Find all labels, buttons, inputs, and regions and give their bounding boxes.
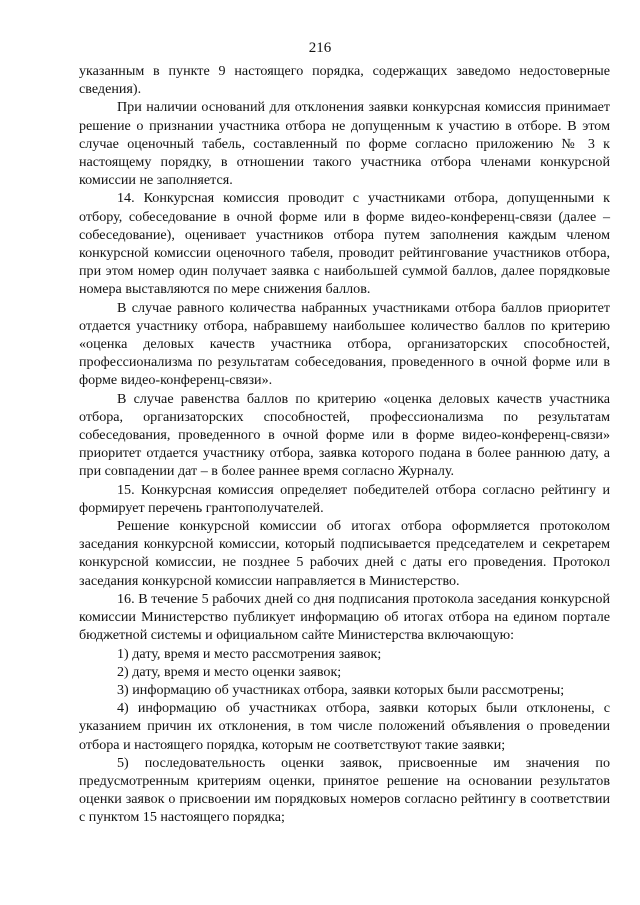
paragraph: При наличии оснований для отклонения заявки конкурсная комиссия принимает решение о признании участника отбора не допущенным к участию в отборе. В этом случае оценочный табель, составленный по форме согласно приложению № 3 к настоящему порядку, в отношении такого участника отбора членами конкурсной комиссии не заполняется. (79, 99, 610, 189)
paragraph: 15. Конкурсная комиссия определяет победителей отбора согласно рейтингу и формирует перечень грантополучателей. (79, 481, 610, 516)
list-item: 5) последовательность оценки заявок, присвоенные им значения по предусмотренным критериям оценки, принятое решение на основании результатов оценки заявок о присвоении им порядковых номеров согласно рейтингу в соответствии с пунктом 15 настоящего порядка; (79, 754, 610, 826)
paragraph: 16. В течение 5 рабочих дней со дня подписания протокола заседания конкурсной комиссии Министерство публикует информацию об итогах отбора на едином портале бюджетной системы и официальном сайте Министерства включающую: (79, 590, 610, 644)
list-item: 4) информацию об участниках отбора, заявки которых были отклонены, с указанием причин их отклонения, в том числе положений объявления о проведении отбора и настоящего порядка, которым не соответствуют такие заявки; (79, 700, 610, 753)
page-number: 216 (308, 40, 332, 56)
paragraph: В случае равенства баллов по критерию «оценка деловых качеств участника отбора, организаторских способностей, профессионализма по результатам собеседования, проведенного в очной форме или в форме видео-конференц-связи» приоритет отдается участнику отбора, заявка которого подана в более раннюю дату, а при совпадении дат – в более раннее время согласно Журналу. (79, 390, 610, 480)
list-item: 2) дату, время и место оценки заявок; (117, 663, 342, 680)
paragraph: указанным в пункте 9 настоящего порядка, содержащих заведомо недостоверные сведения). (79, 63, 610, 98)
list-item: 3) информацию об участниках отбора, заявки которых были рассмотрены; (117, 681, 565, 698)
paragraph: 14. Конкурсная комиссия проводит с участниками отбора, допущенными к отбору, собеседование в очной форме или в форме видео-конференц-связи (далее – собеседование), оценивает участников отбора путем заполнения каждым членом конкурсной комиссии оценочного табеля, проводит рейтингование участников отбора, при этом номер один получает заявка с наибольшей суммой баллов, далее порядковые номера выставляются по мере снижения баллов. (79, 190, 610, 298)
paragraph: В случае равного количества набранных участниками отбора баллов приоритет отдается участнику отбора, набравшему наибольшее количество баллов по критерию «оценка деловых качеств участника отбора, организаторских способностей, профессионализма по результатам собеседования, проведенного в очной форме или в форме видео-конференц-связи». (79, 299, 610, 389)
page-body (79, 62, 610, 827)
paragraph: Решение конкурсной комиссии об итогах отбора оформляется протоколом заседания конкурсной комиссии, который подписывается председателем и секретарем конкурсной комиссии, не позднее 5 рабочих дней с даты его проведения. Протокол заседания конкурсной комиссии направляется в Министерство. (79, 518, 610, 589)
list-item: 1) дату, время и место рассмотрения заявок; (117, 645, 382, 662)
